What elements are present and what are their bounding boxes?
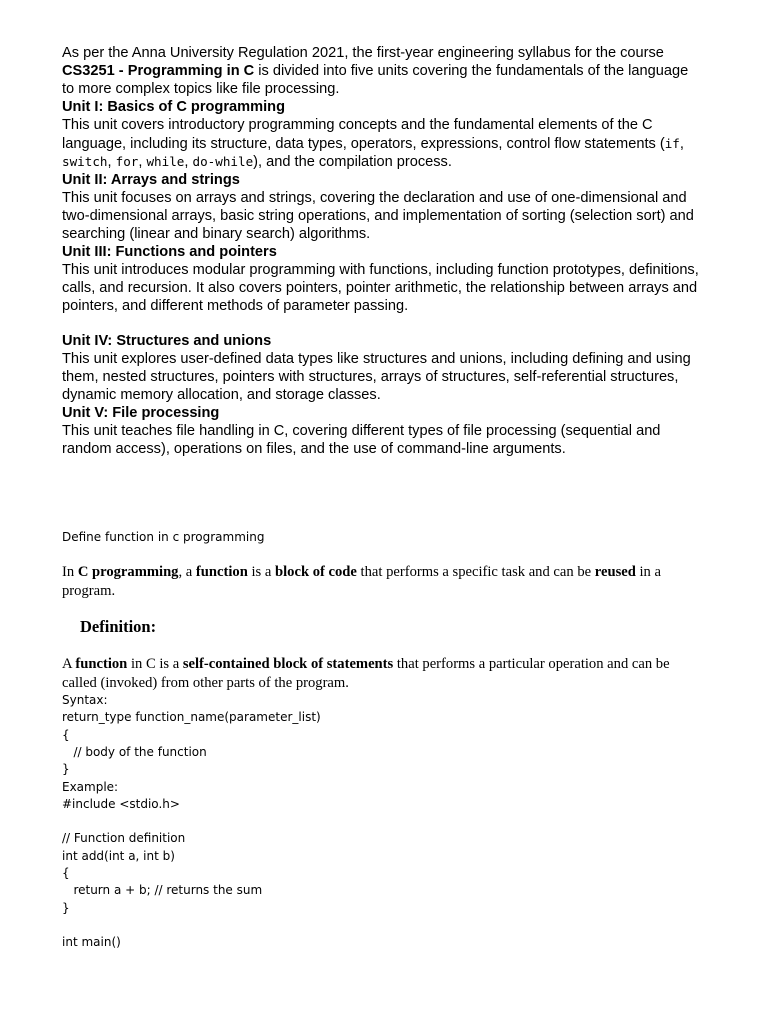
unit-3-text: This unit introduces modular programming with functions, including function prototypes, definitions, calls, and recursion. It also covers pointers, pointer arithmetic, the relationship between arrays and pointers, and different methods of parameter passing. — [62, 261, 699, 314]
unit-1-text-before: This unit covers introductory programming concepts and the fundamental elements of the C language, including its structure, data types, operators, expressions, control flow statements ( — [62, 116, 665, 152]
code-line: int main() — [62, 935, 121, 950]
question-line: Define function in c programming — [62, 529, 265, 544]
example-label: Example: — [62, 779, 119, 794]
unit-1-text: This unit covers introductory programming concepts and the fundamental elements of the C language, including its structure, data types, operators, expressions, control flow statements (if, switch, for, while, do-while), and the compilation process. — [62, 116, 684, 171]
syntax-label: Syntax: — [62, 693, 108, 708]
code-line: } — [62, 900, 70, 915]
p2-seg: in C is a — [127, 655, 183, 672]
code-line: { — [62, 727, 70, 742]
unit-3-heading: Unit III: Functions and pointers — [62, 243, 277, 260]
unit-4-heading: Unit IV: Structures and unions — [62, 333, 272, 350]
p2-seg: that performs a particular operation and can be called (invoked) from other parts of the program. — [62, 655, 670, 691]
example-block — [62, 779, 702, 952]
p1-bold: function — [195, 564, 248, 581]
unit-1-heading: Unit I: Basics of C programming — [62, 98, 285, 115]
answer-section — [62, 563, 702, 692]
code-line: #include <stdio.h> — [62, 796, 180, 811]
unit-1-text-after: ), and the compilation process. — [253, 154, 452, 171]
unit-4-text: This unit explores user-defined data types like structures and unions, including defining and using them, nested structures, pointers with structures, arrays of structures, self-referential structures, dynamic memory allocation, and storage classes. — [62, 351, 691, 404]
p2-seg: A — [62, 655, 76, 672]
blank-line — [62, 316, 702, 334]
intro-text-before: As per the Anna University Regulation 2021, the first-year engineering syllabus for the course — [62, 45, 664, 61]
code-line: return a + b; // returns the sum — [62, 883, 263, 898]
p1-seg: in a program. — [62, 564, 661, 599]
p2-bold: function — [75, 655, 128, 672]
unit-5-heading: Unit V: File processing — [62, 405, 220, 422]
p1-seg: In — [62, 564, 78, 581]
p1-bold: block of code — [275, 564, 357, 581]
keyword-while: while — [146, 154, 185, 170]
unit-2-heading: Unit II: Arrays and strings — [62, 172, 240, 189]
p1-bold: reused — [594, 564, 636, 581]
code-line: int add(int a, int b) — [62, 848, 175, 863]
keyword-switch: switch — [62, 154, 108, 170]
p1-seg: that performs a specific task and can be — [356, 564, 595, 581]
keyword-for: for — [115, 154, 139, 170]
intro-paragraph — [62, 45, 702, 99]
intro-text-after: is divided into five units covering the fundamentals of the language to more complex topics like file processing. — [62, 62, 689, 97]
p1-seg: , a — [178, 564, 196, 581]
unit-2-text: This unit focuses on arrays and strings, covering the declaration and use of one-dimensional and two-dimensional arrays, basic string operations, and implementation of sorting (selection sort) and searching (linear and binary search) algorithms. — [62, 190, 694, 243]
code-line — [62, 813, 702, 830]
code-line: // Function definition — [62, 831, 186, 846]
code-line: { — [62, 866, 70, 881]
syntax-block — [62, 692, 702, 778]
answer-paragraph-2 — [62, 655, 702, 692]
answer-paragraph-1 — [62, 563, 702, 600]
course-name: CS3251 - Programming in C — [62, 62, 255, 79]
keyword-if: if — [664, 135, 680, 151]
p2-bold: self-contained block of statements — [182, 655, 394, 672]
unit-5-text: This unit teaches file handling in C, covering different types of file processing (sequential and random access), operations on files, and the use of command-line arguments. — [62, 423, 661, 457]
keyword-do-while: do-while — [192, 154, 254, 170]
code-line: } — [62, 762, 70, 777]
code-line — [62, 917, 702, 934]
definition-heading: Definition: — [80, 617, 157, 637]
code-line: return_type function_name(parameter_list) — [62, 710, 321, 725]
p1-seg: is a — [247, 564, 275, 581]
syllabus-section — [62, 45, 702, 459]
code-line: // body of the function — [62, 744, 207, 759]
p1-bold: C programming — [77, 564, 179, 581]
document-page — [62, 45, 702, 952]
